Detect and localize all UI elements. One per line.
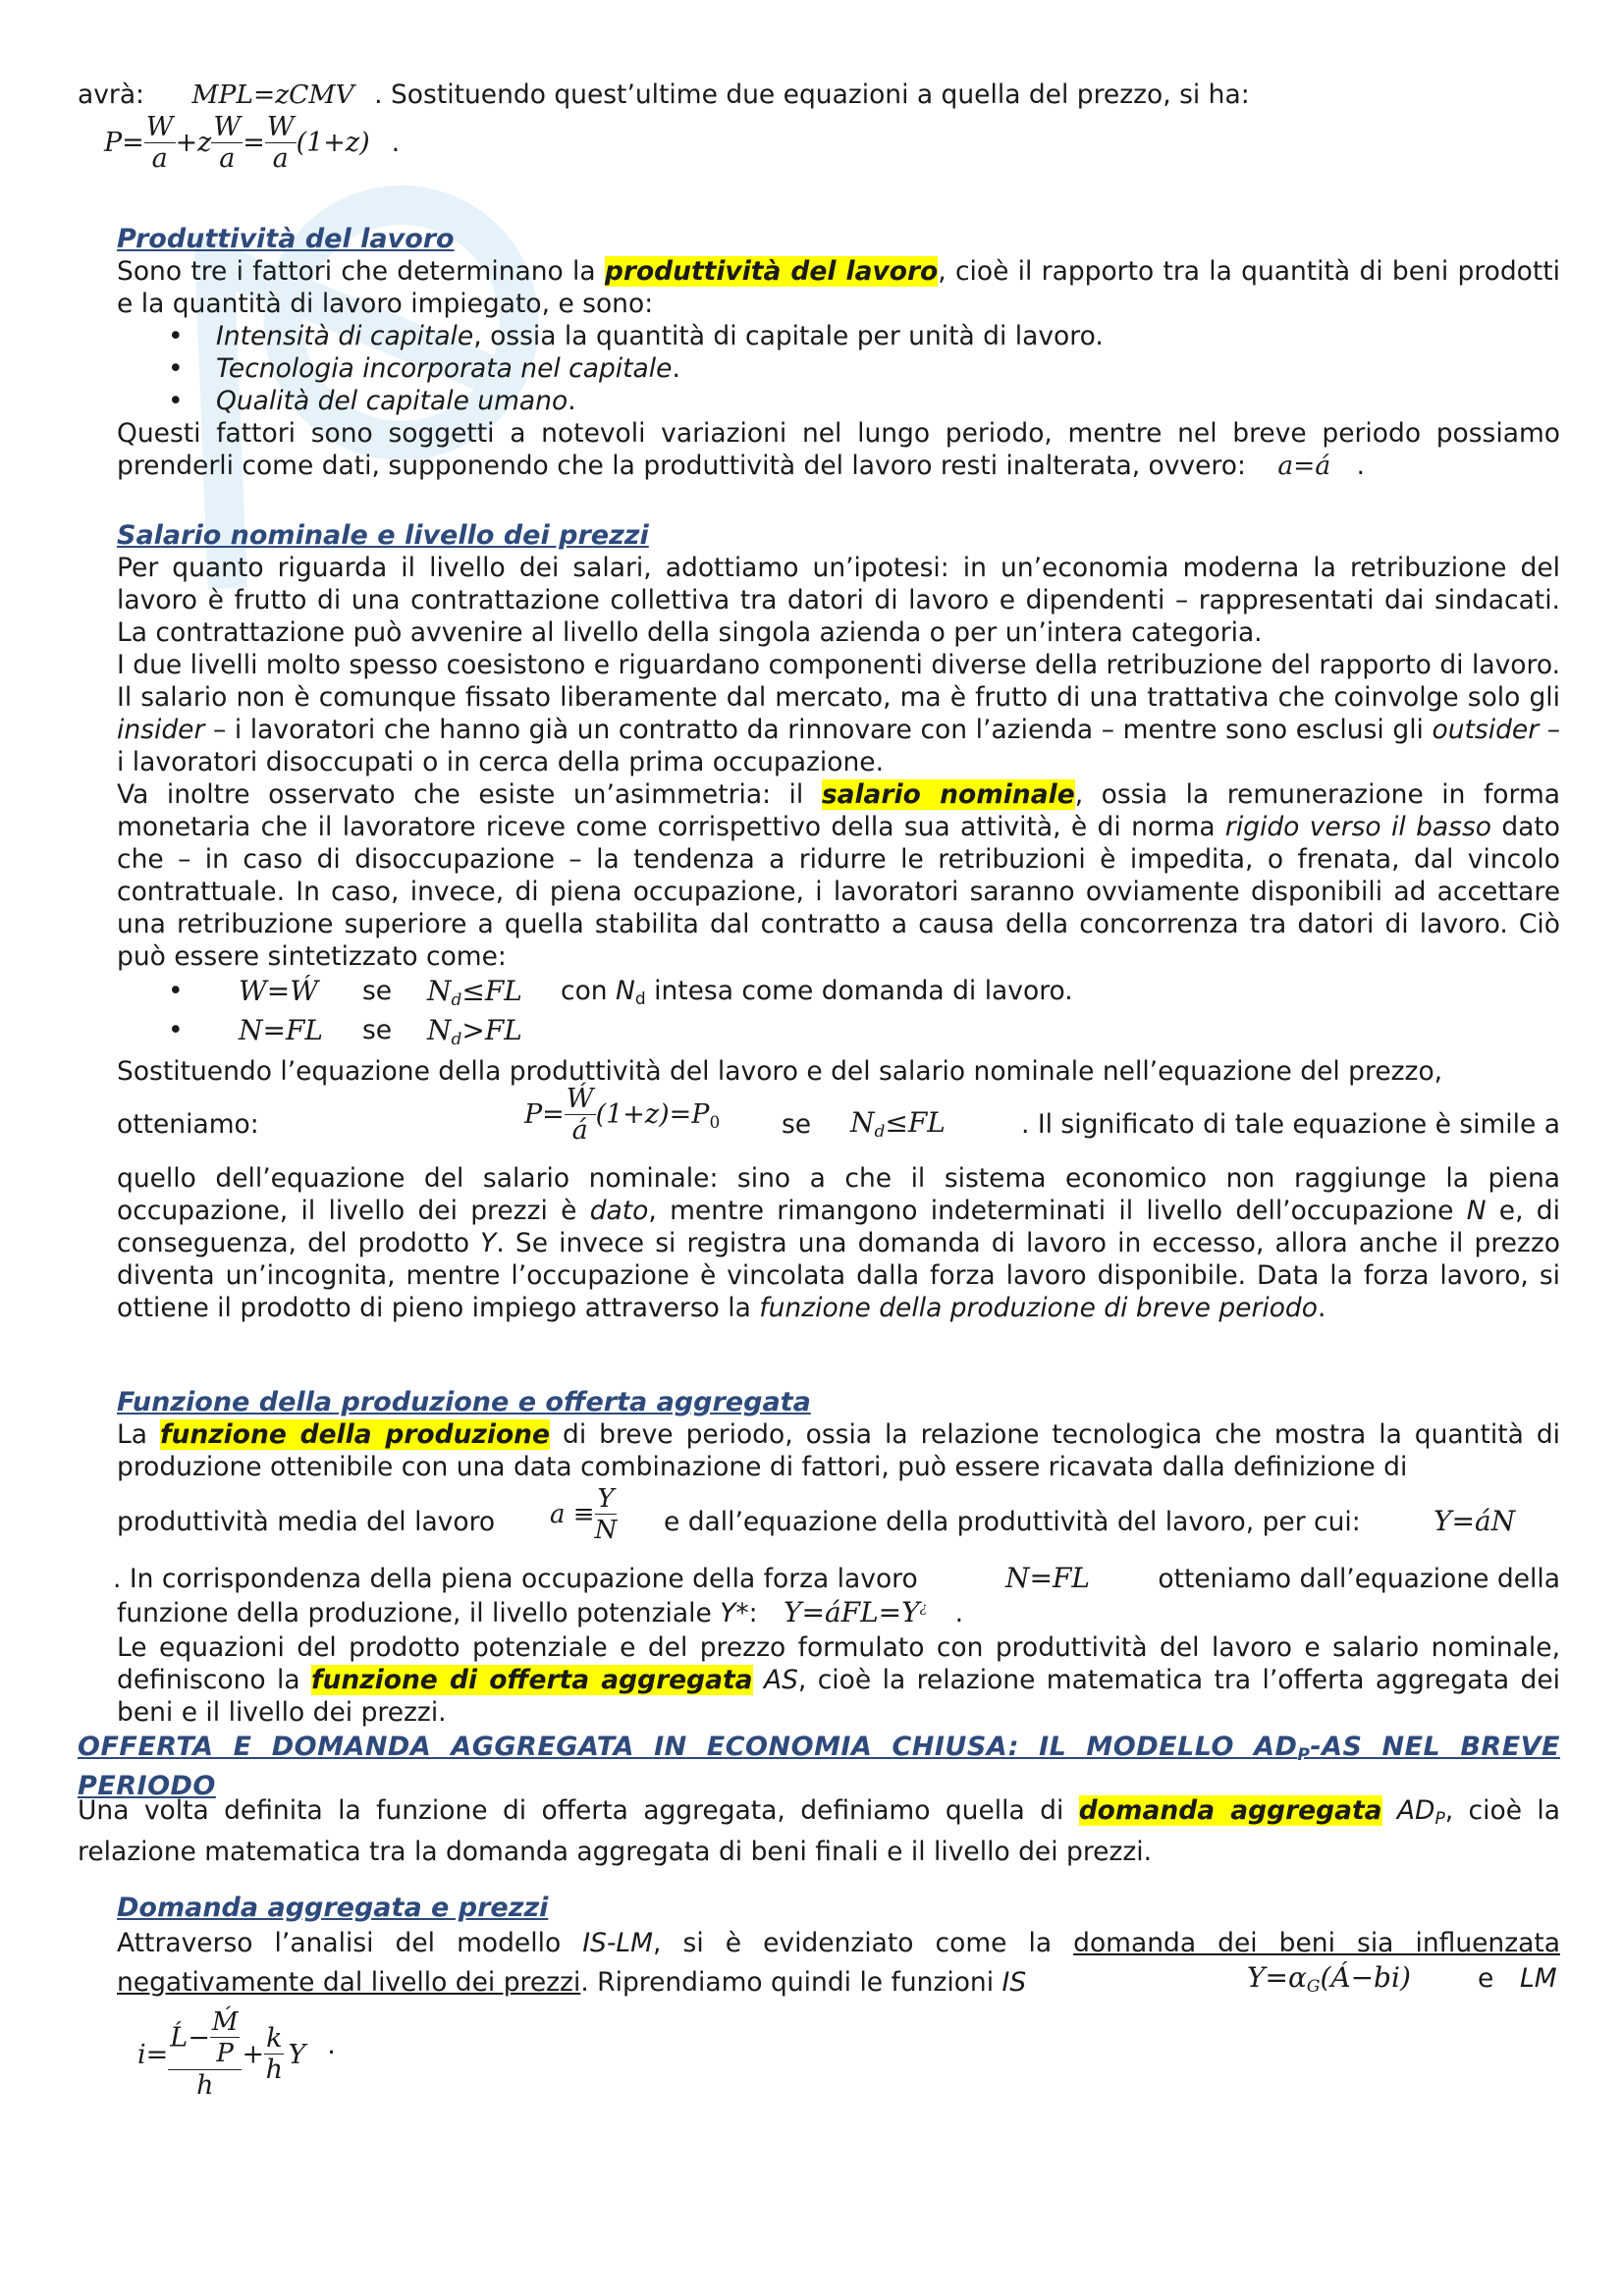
factors-list [0, 320, 1560, 417]
heading-domanda: Domanda aggregata e prezzi [117, 1893, 549, 1923]
mpl-equation: MPL=zCMV [191, 80, 354, 110]
salario-conclusion: quello dell’equazione del salario nominale: sino a che il sistema economico non raggiunge la piena occupazione, il livello dei prezzi è dato, mentre rimangono indeterminati il livello dell’occupazione N e, di conseguenza, del prodotto Y. Se invece si registra una domanda di lavoro in eccesso, allora anche il prezzo diventa un’incognita, mentre l’occupazione è vincolata dalla forza lavoro disponibile. Data la forza lavoro, si ottiene il prodotto di pieno impiego attraverso la funzione della produzione di breve periodo. [117, 1163, 1560, 1323]
list-item: • Tecnologia incorporata nel capitale. [117, 352, 1560, 385]
heading-salario: Salario nominale e livello dei prezzi [117, 520, 649, 551]
funzione-conclusion: Le equazioni del prodotto potenziale e del prezzo formulato con produttività del lavoro e salario nominale, definiscono la funzione di offerta aggregata AS, cioè la relazione matematica tra l’offerta aggregata dei beni e il livello dei prezzi. [117, 1632, 1561, 1728]
section-title: OFFERTA E DOMANDA AGGREGATA IN ECONOMIA CHIUSA: IL MODELLO $AD_P-AS$ NEL BREVE PERIODO [78, 1732, 1561, 1801]
top-paragraph: avrà: MPL=zCMV . Sostituendo quest’ultime due equazioni a quella del prezzo, si ha: [78, 80, 1250, 110]
produttivita-body: Sono tre i fattori che determinano la produttività del lavoro, cioè il rapporto tra la quantità di beni prodotti e la quantità di lavoro impiegato, e sono: • Intensità di capitale, ossia la quantità di capitale per unità di lavoro. • Tecnologia incorporata nel capitale. • Qualità del capitale umano. Questi fattori sono soggetti a notevoli variazioni nel lungo periodo, mentre nel breve periodo possiamo prenderli come dati, supponendo che la produttività del lavoro resti inalterata, ovvero: a=á . [117, 255, 1560, 482]
salario-body: Per quanto riguarda il livello dei salari, adottiamo un’ipotesi: in un’economia moderna la retribuzione del lavoro è frutto di una contrattazione collettiva tra datori di lavoro e dipendenti – rappresentati dai sindacati. La contrattazione può avvenire al livello della singola azienda o per un’intera categoria. I due livelli molto spesso coesistono e riguardano componenti diverse della retribuzione del rapporto di lavoro. Il salario non è comunque fissato liberamente dal mercato, ma è frutto di una trattativa che coinvolge solo gli insider – i lavoratori che hanno già un contratto da rinnovare con l’azienda – mentre sono esclusi gli outsider – i lavoratori disoccupati o in cerca della prima occupazione. Va inoltre osservato che esiste un’asimmetria: il salario nominale, ossia la remunerazione in forma monetaria che il lavoratore riceve come corrispettivo della sua attività, è di norma rigido verso il basso dato che – in caso di disoccupazione – la tendenza a ridurre le retribuzioni è impedita, o frenata, dal vincolo contrattuale. In caso, invece, di piena occupazione, i lavoratori saranno ovviamente disponibili ad accettare una retribuzione superiore a quella stabilita dal contratto a causa della concorrenza tra datori di lavoro. Ciò può essere sintetizzato come: [117, 553, 1560, 972]
avg-productivity-eq: a ≡ $\frac{Y}{N}$ [550, 1484, 618, 1545]
section-intro: Una volta definita la funzione di offerta aggregata, definiamo quella di domanda aggregata $AD_P$, cioè la relazione matematica tra la domanda aggregata di beni finali e il livello dei prezzi. [78, 1795, 1560, 1867]
list-item: • Qualità del capitale umano. [117, 385, 1560, 417]
funzione-body: La funzione della produzione di breve periodo, ossia la relazione tecnologica che mostra la quantità di produzione ottenibile con una data combinazione di fattori, può essere ricavata dalla definizione di [117, 1419, 1561, 1482]
price-level-equation: P= $\frac{\text{Ẃ}}{á}$ $(1+z)=P_0$ [524, 1084, 721, 1146]
is-equation: $Y=\alpha_G(Á-bi)$ [1247, 1961, 1411, 1997]
lm-equation: i= Ĺ− $\frac{\text{Ḿ}}{P}$ h + $\frac{k}{h}$ Y . [137, 2007, 336, 2101]
domanda-body: Attraverso l’analisi del modello IS-LM, si è evidenziato come la domanda dei beni sia influenzata negativamente dal livello dei prezzi. Riprendiamo quindi le funzioni IS [117, 1928, 1560, 1998]
price-equation: P= $\frac{W}{a}$ +z $\frac{W}{a}$ = $\frac{W}{a}$ (1+z) . [104, 112, 401, 174]
document-page: avrà: MPL=zCMV . Sostituendo quest’ultime due equazioni a quella del prezzo, si ha: P= $\frac{W}{a}$ +z $\frac{W}{a}$ = $\frac{W}{a}$ (1+z) . Produttività del lavoro Sono tre i fattori che determinano la produttività del lavoro, cioè il rapporto tra la quantità di beni prodotti e la quantità di lavoro impiegato, e sono: • Intensità di capitale, ossia la quantità di capitale per unità di lavoro. • Tecnologia incorporata nel capitale. • Qualità del capitale umano. Questi fattori sono soggetti a notevoli variazioni nel lungo periodo, mentre nel breve periodo possiamo prenderli come dati, supponendo che la produttività del lavoro resti inalterata, ovvero: a=á . Salario nominale e livello dei prezzi Per quanto riguarda il livello dei salari, adottiamo un’ipotesi: in un’economia moderna la retribuzione del lavoro è frutto di una contrattazione collettiva tra datori di lavoro e dipendenti – rappresentati dai sindacati. La contrattazione può avvenire al livello della singola azienda o per un’intera categoria. I due livelli molto spesso coesistono e riguardano componenti diverse della retribuzione del rapporto di lavoro. Il salario non è comunque fissato liberamente dal mercato, ma è frutto di una trattativa che coinvolge solo gli insider – i lavoratori che hanno già un contratto da rinnovare con l’azienda – mentre sono esclusi gli outsider – i lavoratori disoccupati o in cerca della prima occupazione. Va inoltre osservato che esiste un’asimmetria: il salario nominale, ossia la remunerazione in forma monetaria che il lavoratore riceve come corrispettivo della sua attività, è di norma rigido verso il basso dato che – in caso di disoccupazione – la tendenza a ridurre le retribuzioni è impedita, o frenata, dal vincolo contrattuale. In caso, invece, di piena occupazione, i lavoratori saranno ovviamente disponibili ad accettare una retribuzione superiore a quella stabilita dal contratto a causa della concorrenza tra datori di lavoro. Ciò può essere sintetizzato come: • W=Ẃ se $N_d\le FL$ con $N_d$ intesa come domanda di lavoro. • N=FL se $N_d>FL$ Sostituendo l’equazione della produttività del lavoro e del salario nominale nell’equazione del prezzo, otteniamo: P= $\frac{\text{Ẃ}}{á}$ $(1+z)=P_0$ se $N_d\le FL$ . Il significato di tale equazione è simile a quello dell’equazione del salario nominale: sino a che il sistema economico non raggiunge la piena occupazione, il livello dei prezzi è dato, mentre rimangono indeterminati il livello dell’occupazione N e, di conseguenza, del prodotto Y. Se invece si registra una domanda di lavoro in eccesso, allora anche il prezzo diventa un’incognita, mentre l’occupazione è vincolata dalla forza lavoro disponibile. Data la forza lavoro, si ottiene il prodotto di pieno impiego attraverso la funzione della produzione di breve periodo. Funzione della produzione e offerta aggregata La funzione della produzione di breve periodo, ossia la relazione tecnologica che mostra la quantità di produzione ottenibile con una data combinazione di fattori, può essere ricavata dalla definizione di produttività media del lavoro a ≡ $\frac{Y}{N}$ e dall’equazione della produttività del lavoro, per cui: Y=áN . In corrispondenza della piena occupazione della forza lavoro N=FL otteniamo dall’equazione della funzione della produzione, il livello potenziale Y*: Y=áFL=Y¿ . Le equazioni del prodotto potenziale e del prezzo formulato con produttività del lavoro e salario nominale, definiscono la funzione di offerta aggregata AS, cioè la relazione matematica tra l’offerta aggregata dei beni e il livello dei prezzi. OFFERTA E DOMANDA AGGREGATA IN ECONOMIA CHIUSA: IL MODELLO $AD_P-AS$ NEL BREVE PERIODO Una volta definita la funzione di offerta aggregata, definiamo quella di domanda aggregata $AD_P$, cioè la relazione matematica tra la domanda aggregata di beni finali e il livello dei prezzi. Domanda aggregata e prezzi Attraverso l’analisi del modello IS-LM, si è evidenziato come la domanda dei beni sia influenzata negativamente dal livello dei prezzi. Riprendiamo quindi le funzioni IS $Y=\alpha_G(Á-bi)$ e LM i= Ĺ− $\frac{\text{Ḿ}}{P}$ h + $\frac{k}{h}$ Y . [0, 0, 1623, 2296]
heading-funzione: Funzione della produzione e offerta aggregata [117, 1387, 811, 1417]
list-item: • Intensità di capitale, ossia la quantità di capitale per unità di lavoro. [117, 320, 1560, 352]
heading-produttivita: Produttività del lavoro [117, 224, 455, 254]
